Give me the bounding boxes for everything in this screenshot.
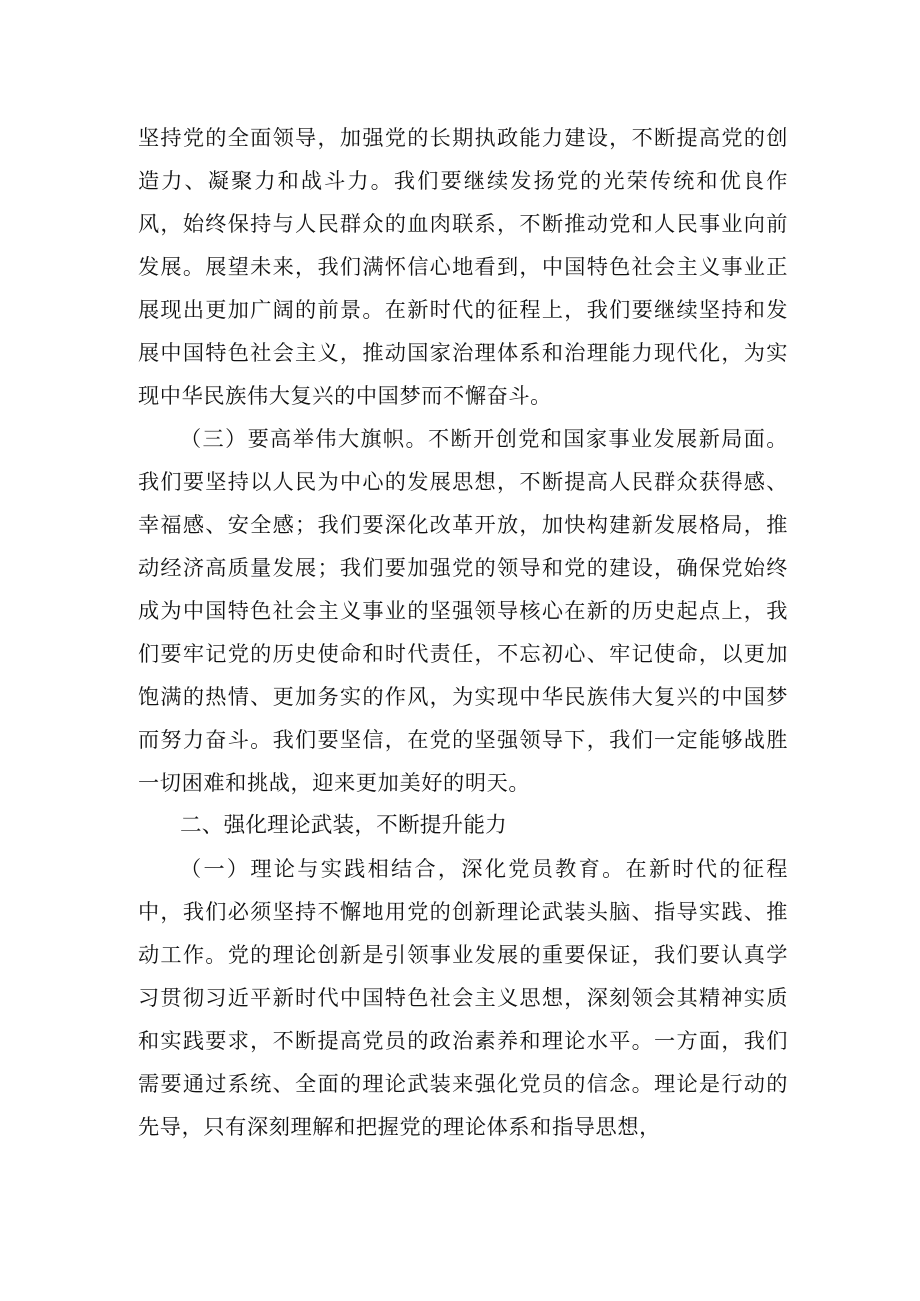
document-body [138,116,788,1148]
section-heading: 二、强化理论武装，不断提升能力 [180,813,507,838]
paragraph-continuation: 坚持党的全面领导，加强党的长期执政能力建设，不断提高党的创造力、凝聚力和战斗力。我们要继续发扬党的光荣传统和优良作风，始终保持与人民群众的血肉联系，不断推动党和人民事业向前发展。展望未来，我们满怀信心地看到，中国特色社会主义事业正展现出更加广阔的前景。在新时代的征程上，我们要继续坚持和发展中国特色社会主义，推动国家治理体系和治理能力现代化，为实现中华民族伟大复兴的中国梦而不懈奋斗。 [138,125,788,408]
paragraph-item-three: （三）要高举伟大旗帜。不断开创党和国家事业发展新局面。我们要坚持以人民为中心的发展思想，不断提高人民群众获得感、幸福感、安全感；我们要深化改革开放，加快构建新发展格局，推动经济高质量发展；我们要加强党的领导和党的建设，确保党始终成为中国特色社会主义事业的坚强领导核心在新的历史起点上，我们要牢记党的历史使命和时代责任，不忘初心、牢记使命，以更加饱满的热情、更加务实的作风，为实现中华民族伟大复兴的中国梦而努力奋斗。我们要坚信，在党的坚强领导下，我们一定能够战胜一切困难和挑战，迎来更加美好的明天。 [138,426,788,795]
paragraph-item-one: （一）理论与实践相结合，深化党员教育。在新时代的征程中，我们必须坚持不懈地用党的创新理论武装头脑、指导实践、推动工作。党的理论创新是引领事业发展的重要保证，我们要认真学习贯彻习近平新时代中国特色社会主义思想，深刻领会其精神实质和实践要求，不断提高党员的政治素养和理论水平。一方面，我们需要通过系统、全面的理论武装来强化党员的信念。理论是行动的先导，只有深刻理解和把握党的理论体系和指导思想， [138,856,788,1139]
